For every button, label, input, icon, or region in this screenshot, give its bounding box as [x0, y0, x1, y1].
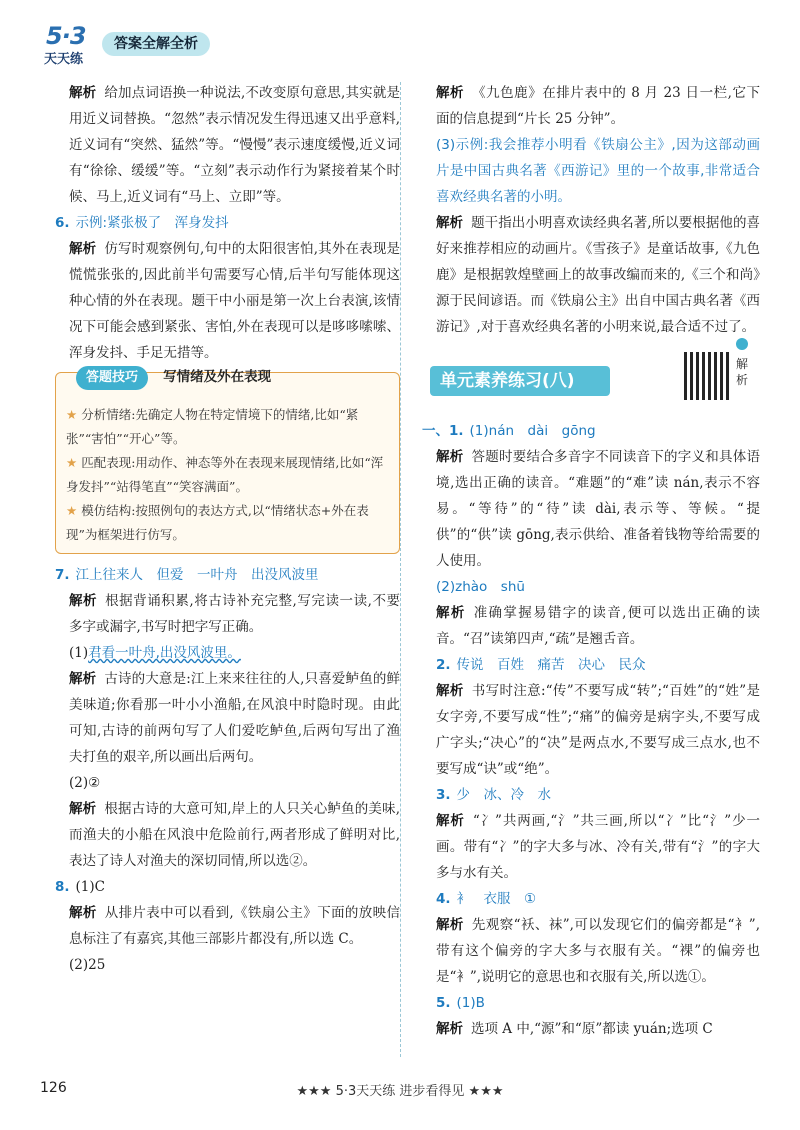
- tip-header: [76, 365, 271, 391]
- section-tag: 答案全解全析: [102, 32, 210, 56]
- qr-code-icon[interactable]: [684, 352, 732, 400]
- right-column: [422, 80, 760, 1042]
- analysis-s1-2: 解析 准确掌握易错字的读音,便可以选出正确的读音。“召”读第四声,“疏”是翘舌音。: [436, 605, 760, 647]
- q7-part1: (1)君看一叶舟,出没风波里。: [69, 645, 241, 661]
- analysis-s1-q4: 解析 先观察“袄、袜”,可以发现它们的偏旁都是“衤”,带有这个偏旁的字大多与衣服有关。“裸”的偏旁也是“衤”,说明它的意思也和衣服有关,所以选①。: [436, 917, 760, 985]
- section1-q4: 4. 衤 衣服 ①: [436, 891, 537, 907]
- tip-box: [55, 369, 400, 554]
- section1-q5: 5. (1)B: [436, 995, 485, 1011]
- analysis-q7-1: 解析 古诗的大意是:江上来来往往的人,只喜爱鲈鱼的鲜美味道;你看那一叶小小渔船,在风浪中时隐时现。由此可知,古诗的前两句写了人们爱吃鲈鱼,后两句写出了渔夫打鱼的艰辛,所以画出后两句。: [69, 671, 401, 765]
- analysis-q5: 解析 给加点词语换一种说法,不改变原句意思,其实就是用近义词替换。“忽然”表示情况发生得迅速又出乎意料,近义词有“突然、猛然”等。“慢慢”表示速度缓慢,近义词有“徐徐、缓缓”等。“立刻”表示动作行为紧接着某个时候、马上,近义词有“马上、立即”等。: [69, 85, 400, 205]
- analysis-s1-1: 解析 答题时要结合多音字不同读音下的字义和具体语境,选出正确的读音。“难题”的“难”读 nán,表示不容易。“等待”的“待”读 dài,表示等、等候。“提供”的“供”读 gōng,表示供给、准备着钱物等给需要的人使用。: [436, 449, 760, 569]
- question-7: 7. 江上往来人 但爱 一叶舟 出没风波里: [55, 567, 319, 583]
- page-number: 126: [40, 1080, 67, 1096]
- question-8: 8. (1)C: [55, 879, 105, 895]
- brand-logo: [40, 22, 98, 68]
- tip-item: ★ 模仿结构:按照例句的表达方式,以“情绪状态+外在表现”为框架进行仿写。: [66, 503, 369, 542]
- unit-header: [422, 352, 760, 408]
- analysis-s1-q5: 解析 选项 A 中,“源”和“原”都读 yuán;选项 C: [436, 1021, 713, 1037]
- analysis-s1-q2: 解析 书写时注意:“传”不要写成“转”;“百姓”的“姓”是女字旁,不要写成“性”;“痛”的偏旁是病字头,不要写成广字头;“决心”的“决”是两点水,不要写成三点水,也不要写成“诀”或“绝”。: [436, 683, 761, 777]
- s1-part2: (2)zhào shū: [436, 579, 525, 595]
- play-icon[interactable]: [736, 338, 748, 350]
- analysis-q8: 解析 从排片表中可以看到,《铁扇公主》下面的放映信息标注了有嘉宾,其他三部影片都没有,所以选 C。: [69, 905, 400, 947]
- q7-part2: (2)②: [69, 775, 101, 791]
- tip-badge: 答题技巧: [76, 366, 148, 390]
- column-divider: [400, 82, 401, 1057]
- analysis-q7-2: 解析 根据古诗的大意可知,岸上的人只关心鲈鱼的美味,而渔夫的小船在风浪中危险前行,两者形成了鲜明对比,表达了诗人对渔夫的深切同情,所以选②。: [69, 801, 400, 869]
- tip-title: 写情绪及外在表现: [163, 369, 272, 385]
- page-footer: [0, 1080, 800, 1110]
- left-column: [55, 80, 400, 978]
- star-icon: ★: [66, 407, 78, 422]
- section1-q2: 2. 传说 百姓 痛苦 决心 民众: [436, 657, 646, 673]
- tip-item: ★ 分析情绪:先确定人物在特定情境下的情绪,比如“紧张”“害怕”“开心”等。: [66, 407, 359, 446]
- qr-label: 解析: [736, 357, 749, 387]
- analysis-q7: 解析 根据背诵积累,将古诗补充完整,写完读一读,不要多字或漏字,书写时把字写正确。: [69, 593, 400, 635]
- q8-part3: (3)示例:我会推荐小明看《铁扇公主》,因为这部动画片是中国古典名著《西游记》里的一个故事,非常适合喜欢经典名著的小明。: [436, 137, 760, 205]
- unit-title: 单元素养练习(八): [430, 366, 610, 396]
- star-icon: ★: [66, 455, 78, 470]
- logo-subtext: 天天练: [44, 52, 84, 67]
- page-header: [40, 22, 340, 72]
- analysis-q6: 解析 仿写时观察例句,句中的太阳很害怕,其外在表现是慌慌张张的,因此前半句需要写心情,后半句写能体现这种心情的外在表现。题干中小丽是第一次上台表演,该情况下可能会感到紧张、害怕,外在表现可以是哆哆嗦嗦、浑身发抖、手足无措等。: [69, 241, 400, 361]
- section1-q1: 一、1. (1)nán dài gōng: [422, 423, 596, 439]
- question-6: 6. 示例:紧张极了 浑身发抖: [55, 215, 229, 231]
- q8-part2: (2)25: [69, 957, 106, 973]
- tip-item: ★ 匹配表现:用动作、神态等外在表现来展现情绪,比如“浑身发抖”“站得笔直”“笑容满面”。: [66, 455, 384, 494]
- section1-q3: 3. 少 冰、冷 水: [436, 787, 552, 803]
- analysis-s1-q3: 解析 “冫”共两画,“氵”共三画,所以“冫”比“氵”少一画。带有“冫”的字大多与冰、冷有关,带有“氵”的字大多与水有关。: [436, 813, 761, 881]
- star-icon: ★: [66, 503, 78, 518]
- analysis-q8-3: 解析 题干指出小明喜欢读经典名著,所以要根据他的喜好来推荐相应的动画片。《雪孩子》是童话故事,《九色鹿》是根据敦煌壁画上的故事改编而来的,《三个和尚》源于民间谚语。而《铁扇公主》出自中国古典名著《西游记》,对于喜欢经典名著的小明来说,最合适不过了。: [436, 215, 760, 335]
- analysis-q8-2: 解析 《九色鹿》在排片表中的 8 月 23 日一栏,它下面的信息提到“片长 25 分钟”。: [436, 85, 761, 127]
- footer-slogan: ★★★ 5·3天天练 进步看得见 ★★★: [296, 1084, 504, 1099]
- logo-text: 5·3: [46, 22, 86, 50]
